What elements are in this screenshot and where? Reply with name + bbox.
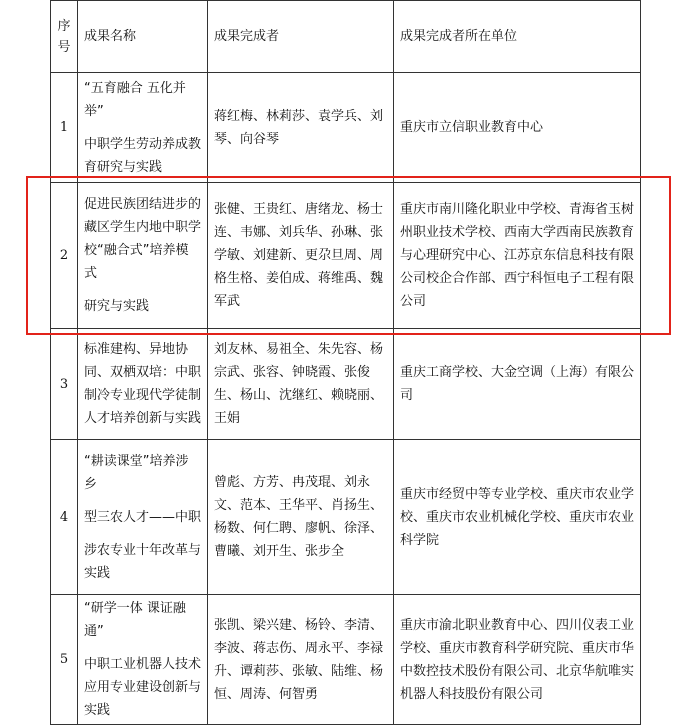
header-units: 成果完成者所在单位 [394, 1, 641, 73]
header-num: 序号 [51, 1, 78, 73]
table-row [51, 329, 641, 440]
row-name-line: “耕读课堂”培养涉乡 [84, 453, 189, 492]
row-name-line: “五育融合 五化并举” [84, 80, 186, 119]
table-row [51, 73, 641, 183]
row-num: 1 [51, 73, 78, 183]
row-name [78, 440, 208, 595]
row-name [78, 73, 208, 183]
row-num: 4 [51, 440, 78, 595]
row-completers: 蒋红梅、林莉莎、袁学兵、刘琴、向谷琴 [208, 73, 394, 183]
row-name-line: 涉农专业十年改革与实践 [84, 542, 202, 581]
row-num: 2 [51, 183, 78, 329]
row-name: 标准建构、异地协同、双栖双培：中职制冷专业现代学徒制人才培养创新与实践 [78, 329, 208, 440]
row-completers: 曾彪、方芳、冉茂琨、刘永文、范本、王华平、肖扬生、杨数、何仁聘、廖帆、徐泽、曹曦、刘开生、张步全 [208, 440, 394, 595]
row-name [78, 595, 208, 725]
row-completers: 刘友林、易祖全、朱先容、杨宗武、张容、钟晓霞、张俊生、杨山、沈继红、赖晓丽、王娟 [208, 329, 394, 440]
results-table [50, 0, 641, 725]
row-num: 3 [51, 329, 78, 440]
row-units: 重庆市经贸中等专业学校、重庆市农业学校、重庆市农业机械化学校、重庆市农业科学院 [394, 440, 641, 595]
row-units: 重庆市南川隆化职业中学校、青海省玉树州职业技术学校、西南大学西南民族教育与心理研究中心、江苏京东信息科技有限公司校企合作部、西宁科恒电子工程有限公司 [394, 183, 641, 329]
table-header-row [51, 1, 641, 73]
row-name [78, 183, 208, 329]
row-completers: 张健、王贵红、唐绪龙、杨士连、韦娜、刘兵华、孙琳、张学敏、刘建新、更尕旦周、周格生格、姜伯成、蒋维禹、魏军武 [208, 183, 394, 329]
row-name-line: 型三农人才——中职 [84, 509, 202, 525]
row-name-line: 促进民族团结进步的藏区学生内地中职学校“融合式”培养模式 [84, 197, 202, 281]
table-row [51, 440, 641, 595]
table-row [51, 595, 641, 725]
row-name-line: 中职学生劳动养成教育研究与实践 [84, 136, 202, 175]
row-completers: 张凯、梁兴建、杨铃、李清、李波、蒋志伤、周永平、李禄升、谭莉莎、张敏、陆维、杨恒、周涛、何智勇 [208, 595, 394, 725]
row-units: 重庆市渝北职业教育中心、四川仪表工业学校、重庆市教育科学研究院、重庆市华中数控技术股份有限公司、北京华航唯实机器人科技股份有限公司 [394, 595, 641, 725]
header-completers: 成果完成者 [208, 1, 394, 73]
row-name-line: 研究与实践 [84, 299, 150, 314]
row-name-line: 中职工业机器人技术应用专业建设创新与实践 [84, 657, 202, 718]
row-units: 重庆市立信职业教育中心 [394, 73, 641, 183]
row-name-line: “研学一体 课证融通” [84, 601, 186, 639]
header-name: 成果名称 [78, 1, 208, 73]
row-units: 重庆工商学校、大金空调（上海）有限公司 [394, 329, 641, 440]
table-row [51, 183, 641, 329]
row-num: 5 [51, 595, 78, 725]
